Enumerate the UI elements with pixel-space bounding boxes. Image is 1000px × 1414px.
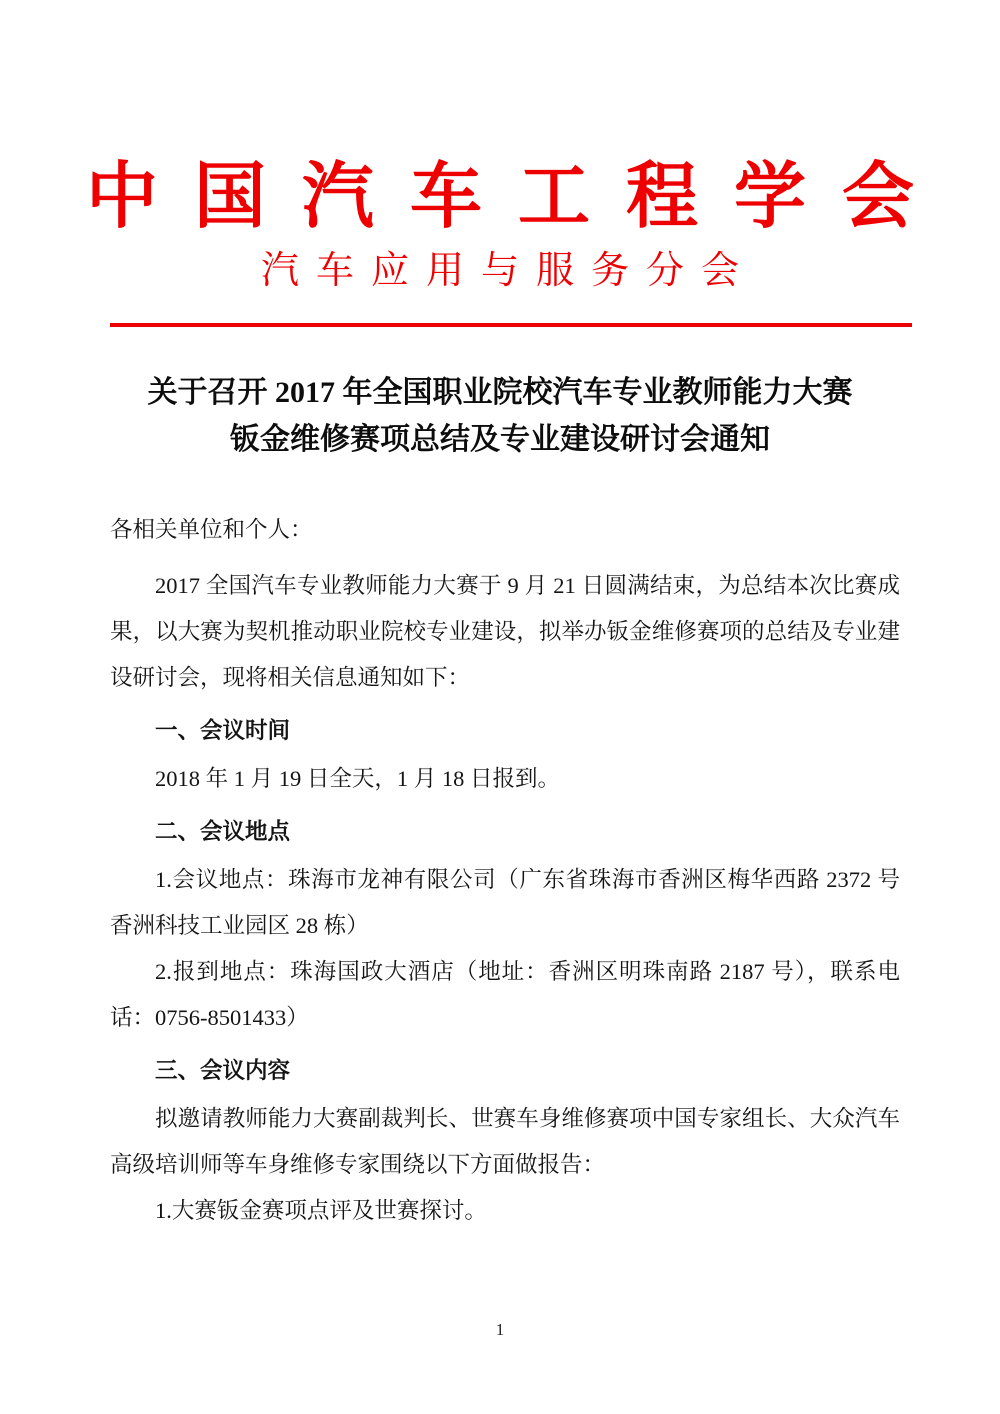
section-1-heading: 一、会议时间 (155, 717, 291, 743)
section-3-intro: 拟邀请教师能力大赛副裁判长、世赛车身维修赛项中国专家组长、大众汽车高级培训师等车身维修专家围绕以下方面做报告： (110, 1105, 900, 1177)
document-title-line1: 关于召开 2017 年全国职业院校汽车专业教师能力大赛 (147, 375, 853, 409)
section-3-item-1: 1.大赛钣金赛项点评及世赛探讨。 (155, 1197, 487, 1223)
letterhead-org-line (0, 158, 1000, 237)
section-2-meeting-location: 1.会议地点：珠海市龙神有限公司（广东省珠海市香洲区梅华西路 2372 号香洲科技工业园区 28 栋） (110, 866, 900, 938)
section-2-checkin-location: 2.报到地点：珠海国政大酒店（地址：香洲区明珠南路 2187 号），联系电话：0756-8501433） (110, 958, 900, 1030)
section-2-heading: 二、会议地点 (155, 818, 291, 844)
document-title-line2: 钣金维修赛项总结及专业建设研讨会通知 (230, 422, 770, 456)
document-body (110, 507, 900, 1234)
section-3-heading: 三、会议内容 (155, 1057, 291, 1083)
letterhead (0, 0, 1000, 327)
document-title (0, 369, 1000, 463)
paragraph-intro: 2017 全国汽车专业教师能力大赛于 9 月 21 日圆满结束，为总结本次比赛成果，以大赛为契机推动职业院校专业建设，拟举办钣金维修赛项的总结及专业建设研讨会，现将相关信息通知如下： (110, 572, 900, 690)
letterhead-branch-line (0, 251, 1000, 293)
org-name: 中国汽车工程学会 (85, 157, 950, 237)
page-footer (0, 1320, 1000, 1340)
branch-name: 汽车应用与服务分会 (260, 250, 756, 293)
section-1-meeting-time: 2018 年 1 月 19 日全天，1 月 18 日报到。 (155, 765, 561, 791)
page-number: 1 (495, 1320, 505, 1339)
letterhead-divider-rule (110, 323, 912, 327)
salutation: 各相关单位和个人： (110, 516, 313, 542)
